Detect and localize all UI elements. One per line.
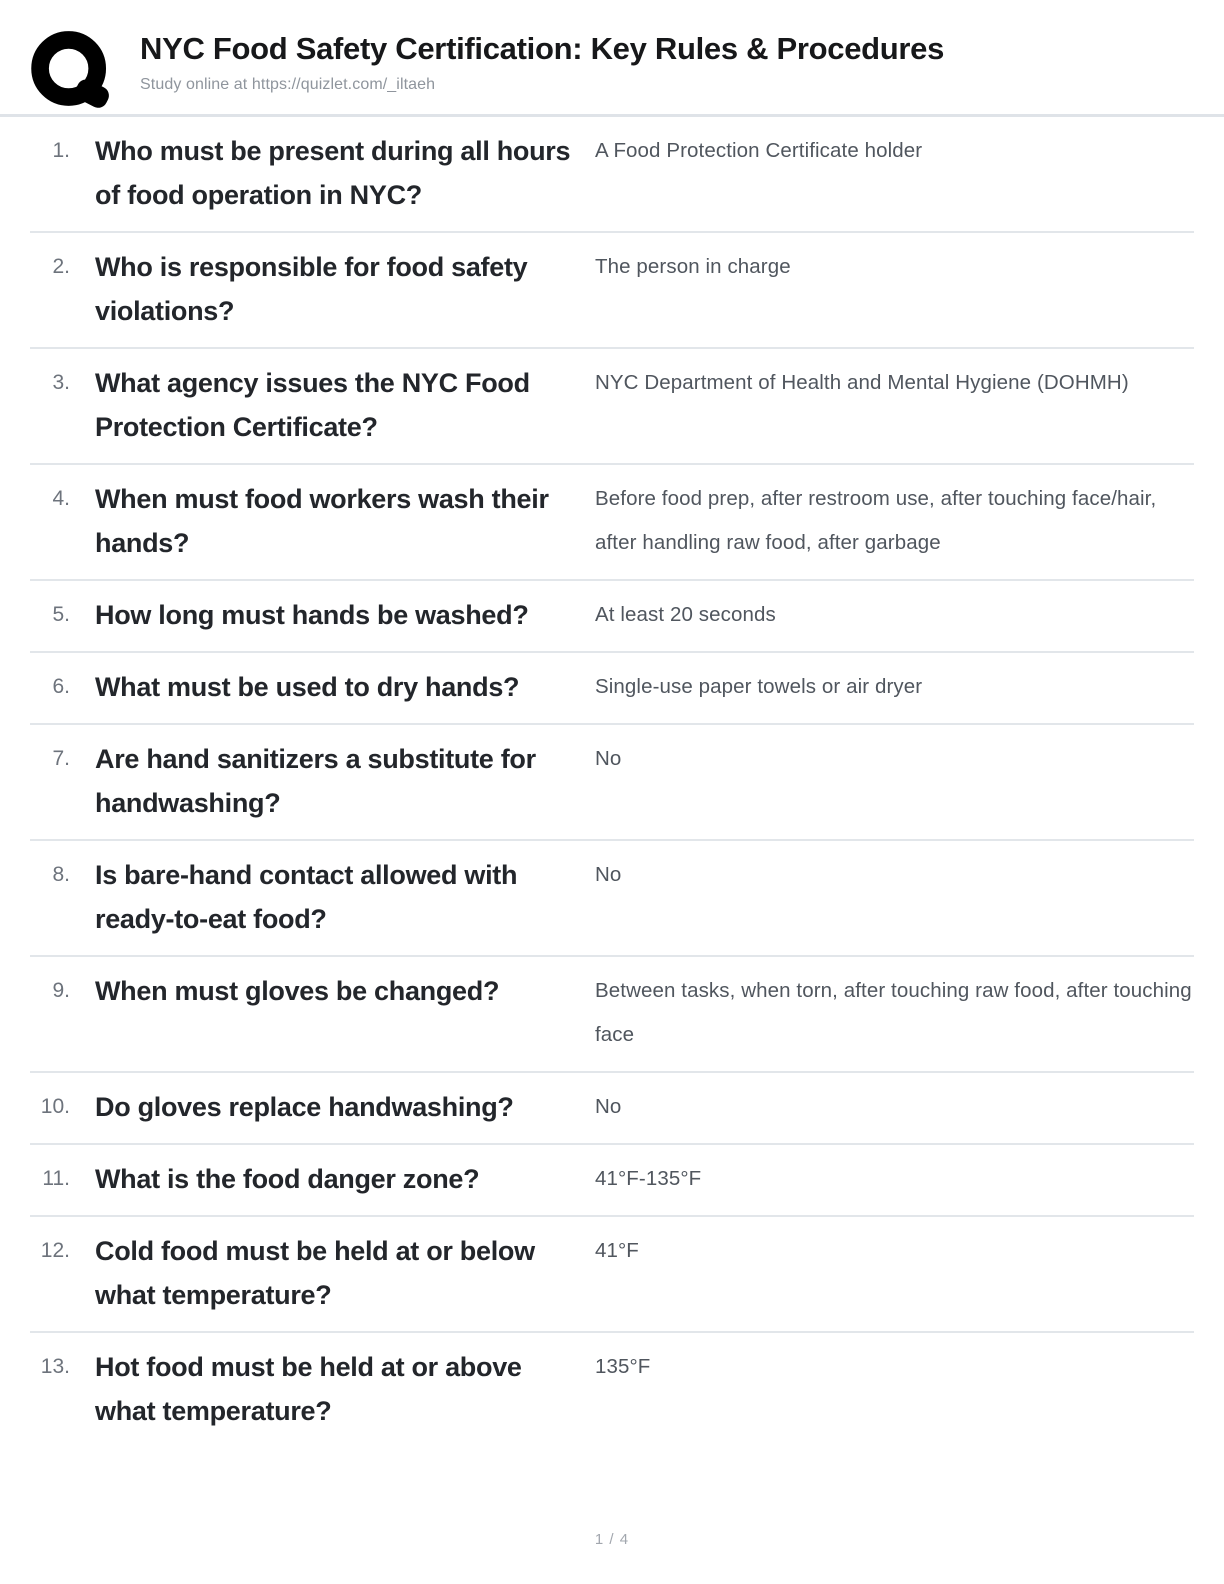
- question-text: Who is responsible for food safety violations?: [95, 252, 528, 326]
- question-number: 10.: [40, 1095, 70, 1118]
- qa-row-6: [30, 653, 1194, 725]
- question-text: Do gloves replace handwashing?: [95, 1092, 514, 1122]
- qa-row-12: [30, 1217, 1194, 1333]
- question-text: Cold food must be held at or below what temperature?: [95, 1236, 535, 1310]
- qa-row-1: [30, 117, 1194, 233]
- answer-text: Between tasks, when torn, after touching raw food, after touching face: [595, 979, 1192, 1046]
- qa-list: [30, 117, 1194, 1447]
- qa-row-4: [30, 465, 1194, 581]
- question-text: When must food workers wash their hands?: [95, 484, 549, 558]
- quizlet-q-logo-icon: [30, 28, 114, 114]
- question-number: 4.: [52, 487, 70, 510]
- qa-row-11: [30, 1145, 1194, 1217]
- question-number: 11.: [42, 1167, 70, 1190]
- answer-text: The person in charge: [595, 255, 791, 278]
- answer-text: NYC Department of Health and Mental Hygiene (DOHMH): [595, 371, 1129, 394]
- study-online-url: Study online at https://quizlet.com/_iltaeh: [140, 75, 436, 93]
- answer-text: No: [595, 863, 622, 886]
- answer-text: 41°F-135°F: [595, 1167, 702, 1190]
- question-number: 12.: [40, 1239, 70, 1262]
- question-number: 5.: [52, 603, 70, 626]
- question-text: Who must be present during all hours of food operation in NYC?: [95, 136, 571, 210]
- qa-row-5: [30, 581, 1194, 653]
- question-text: Are hand sanitizers a substitute for handwashing?: [95, 744, 536, 818]
- qa-row-10: [30, 1073, 1194, 1145]
- qa-row-9: [30, 957, 1194, 1073]
- answer-text: No: [595, 747, 622, 770]
- question-number: 3.: [52, 371, 70, 394]
- question-text: What must be used to dry hands?: [95, 672, 520, 702]
- qa-row-13: [30, 1333, 1194, 1447]
- question-number: 6.: [52, 675, 70, 698]
- header-text-block: [140, 28, 944, 94]
- answer-text: 135°F: [595, 1355, 651, 1378]
- question-text: Hot food must be held at or above what temperature?: [95, 1352, 522, 1426]
- answer-text: Single-use paper towels or air dryer: [595, 675, 923, 698]
- question-number: 2.: [52, 255, 70, 278]
- question-number: 1.: [52, 139, 70, 162]
- page-title: NYC Food Safety Certification: Key Rules & Procedures: [140, 31, 945, 66]
- qa-row-7: [30, 725, 1194, 841]
- question-number: 8.: [52, 863, 70, 886]
- question-text: When must gloves be changed?: [95, 976, 500, 1006]
- question-text: Is bare-hand contact allowed with ready-to-eat food?: [95, 860, 518, 934]
- question-number: 7.: [52, 747, 70, 770]
- question-text: What is the food danger zone?: [95, 1164, 480, 1194]
- question-text: How long must hands be washed?: [95, 600, 529, 630]
- answer-text: A Food Protection Certificate holder: [595, 139, 923, 162]
- qa-row-2: [30, 233, 1194, 349]
- answer-text: At least 20 seconds: [595, 603, 776, 626]
- question-number: 9.: [52, 979, 70, 1002]
- document-header: [0, 0, 1224, 117]
- page-number-indicator: 1 / 4: [594, 1531, 630, 1548]
- answer-text: 41°F: [595, 1239, 639, 1262]
- answer-text: Before food prep, after restroom use, after touching face/hair, after handling raw food, after garbage: [595, 487, 1157, 554]
- question-number: 13.: [40, 1355, 70, 1378]
- question-text: What agency issues the NYC Food Protection Certificate?: [95, 368, 530, 442]
- answer-text: No: [595, 1095, 622, 1118]
- qa-row-3: [30, 349, 1194, 465]
- qa-row-8: [30, 841, 1194, 957]
